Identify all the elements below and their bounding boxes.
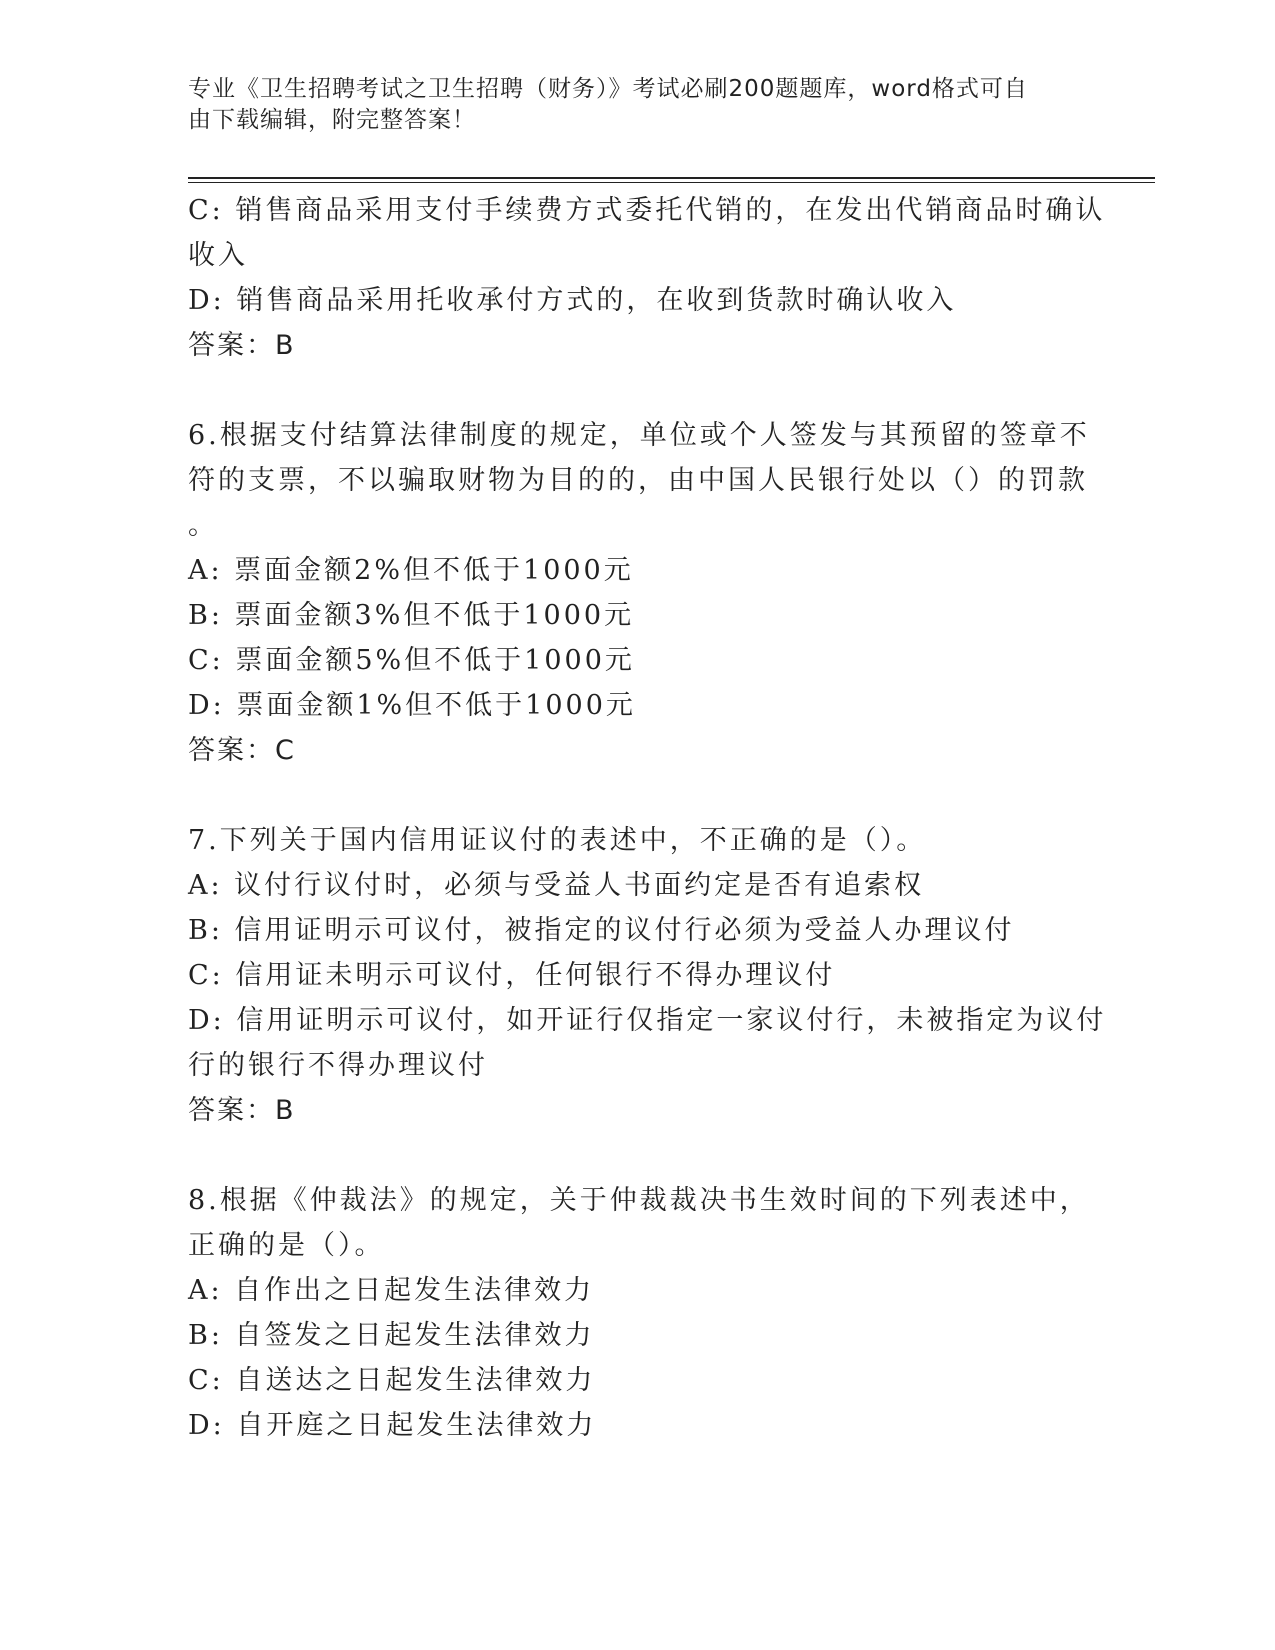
header-divider-thick [188,177,1155,179]
question-stem-line: 正确的是（）。 [188,1230,385,1261]
question-stem-line: 8.根据《仲裁法》的规定，关于仲裁裁决书生效时间的下列表述中， [188,1185,1090,1216]
question-stem-line: 符的支票，不以骗取财物为目的的，由中国人民银行处以（）的罚款 [188,465,1088,496]
document-header [188,74,1088,136]
question-6 [188,413,1088,773]
question-8 [188,1178,1088,1448]
option-d: D: 销售商品采用托收承付方式的，在收到货款时确认收入 [188,285,957,316]
option-d: D: 信用证明示可议付，如开证行仅指定一家议付行，未被指定为议付 [188,1005,1107,1036]
option-b: B: 票面金额3%但不低于1000元 [188,600,635,631]
spacer [188,1133,1088,1178]
option-d: D: 票面金额1%但不低于1000元 [188,690,636,721]
option-d-continued: 行的银行不得办理议付 [188,1050,488,1081]
option-c: C: 自送达之日起发生法律效力 [188,1365,596,1396]
question-stem-line: 6.根据支付结算法律制度的规定，单位或个人签发与其预留的签章不 [188,420,1090,451]
option-c-continued: 收入 [188,240,248,271]
option-b: B: 信用证明示可议付，被指定的议付行必须为受益人办理议付 [188,915,1015,946]
option-b: B: 自签发之日起发生法律效力 [188,1320,595,1351]
question-content [188,188,1107,1448]
header-title-line-1: 专业《卫生招聘考试之卫生招聘（财务）》考试必刷200题题库，word格式可自 [188,76,1028,102]
answer-line: 答案：B [188,330,296,361]
answer-line: 答案：B [188,1095,296,1126]
answer-line: 答案：C [188,735,296,766]
option-c: C: 销售商品采用支付手续费方式委托代销的，在发出代销商品时确认 [188,195,1106,226]
option-a: A: 自作出之日起发生法律效力 [188,1275,595,1306]
header-title-line-2: 由下载编辑，附完整答案！ [188,107,476,133]
spacer [188,368,1088,413]
spacer [188,773,1088,818]
option-c: C: 票面金额5%但不低于1000元 [188,645,635,676]
question-stem-line: 7.下列关于国内信用证议付的表述中，不正确的是（）。 [188,825,927,856]
option-a: A: 票面金额2%但不低于1000元 [188,555,634,586]
option-a: A: 议付行议付时，必须与受益人书面约定是否有追索权 [188,870,925,901]
question-stem-line: 。 [188,510,218,541]
option-d: D: 自开庭之日起发生法律效力 [188,1410,597,1441]
header-divider-thin [188,182,1155,183]
option-c: C: 信用证未明示可议付，任何银行不得办理议付 [188,960,836,991]
question-7 [188,818,1107,1133]
question-5-continued [188,188,1106,368]
